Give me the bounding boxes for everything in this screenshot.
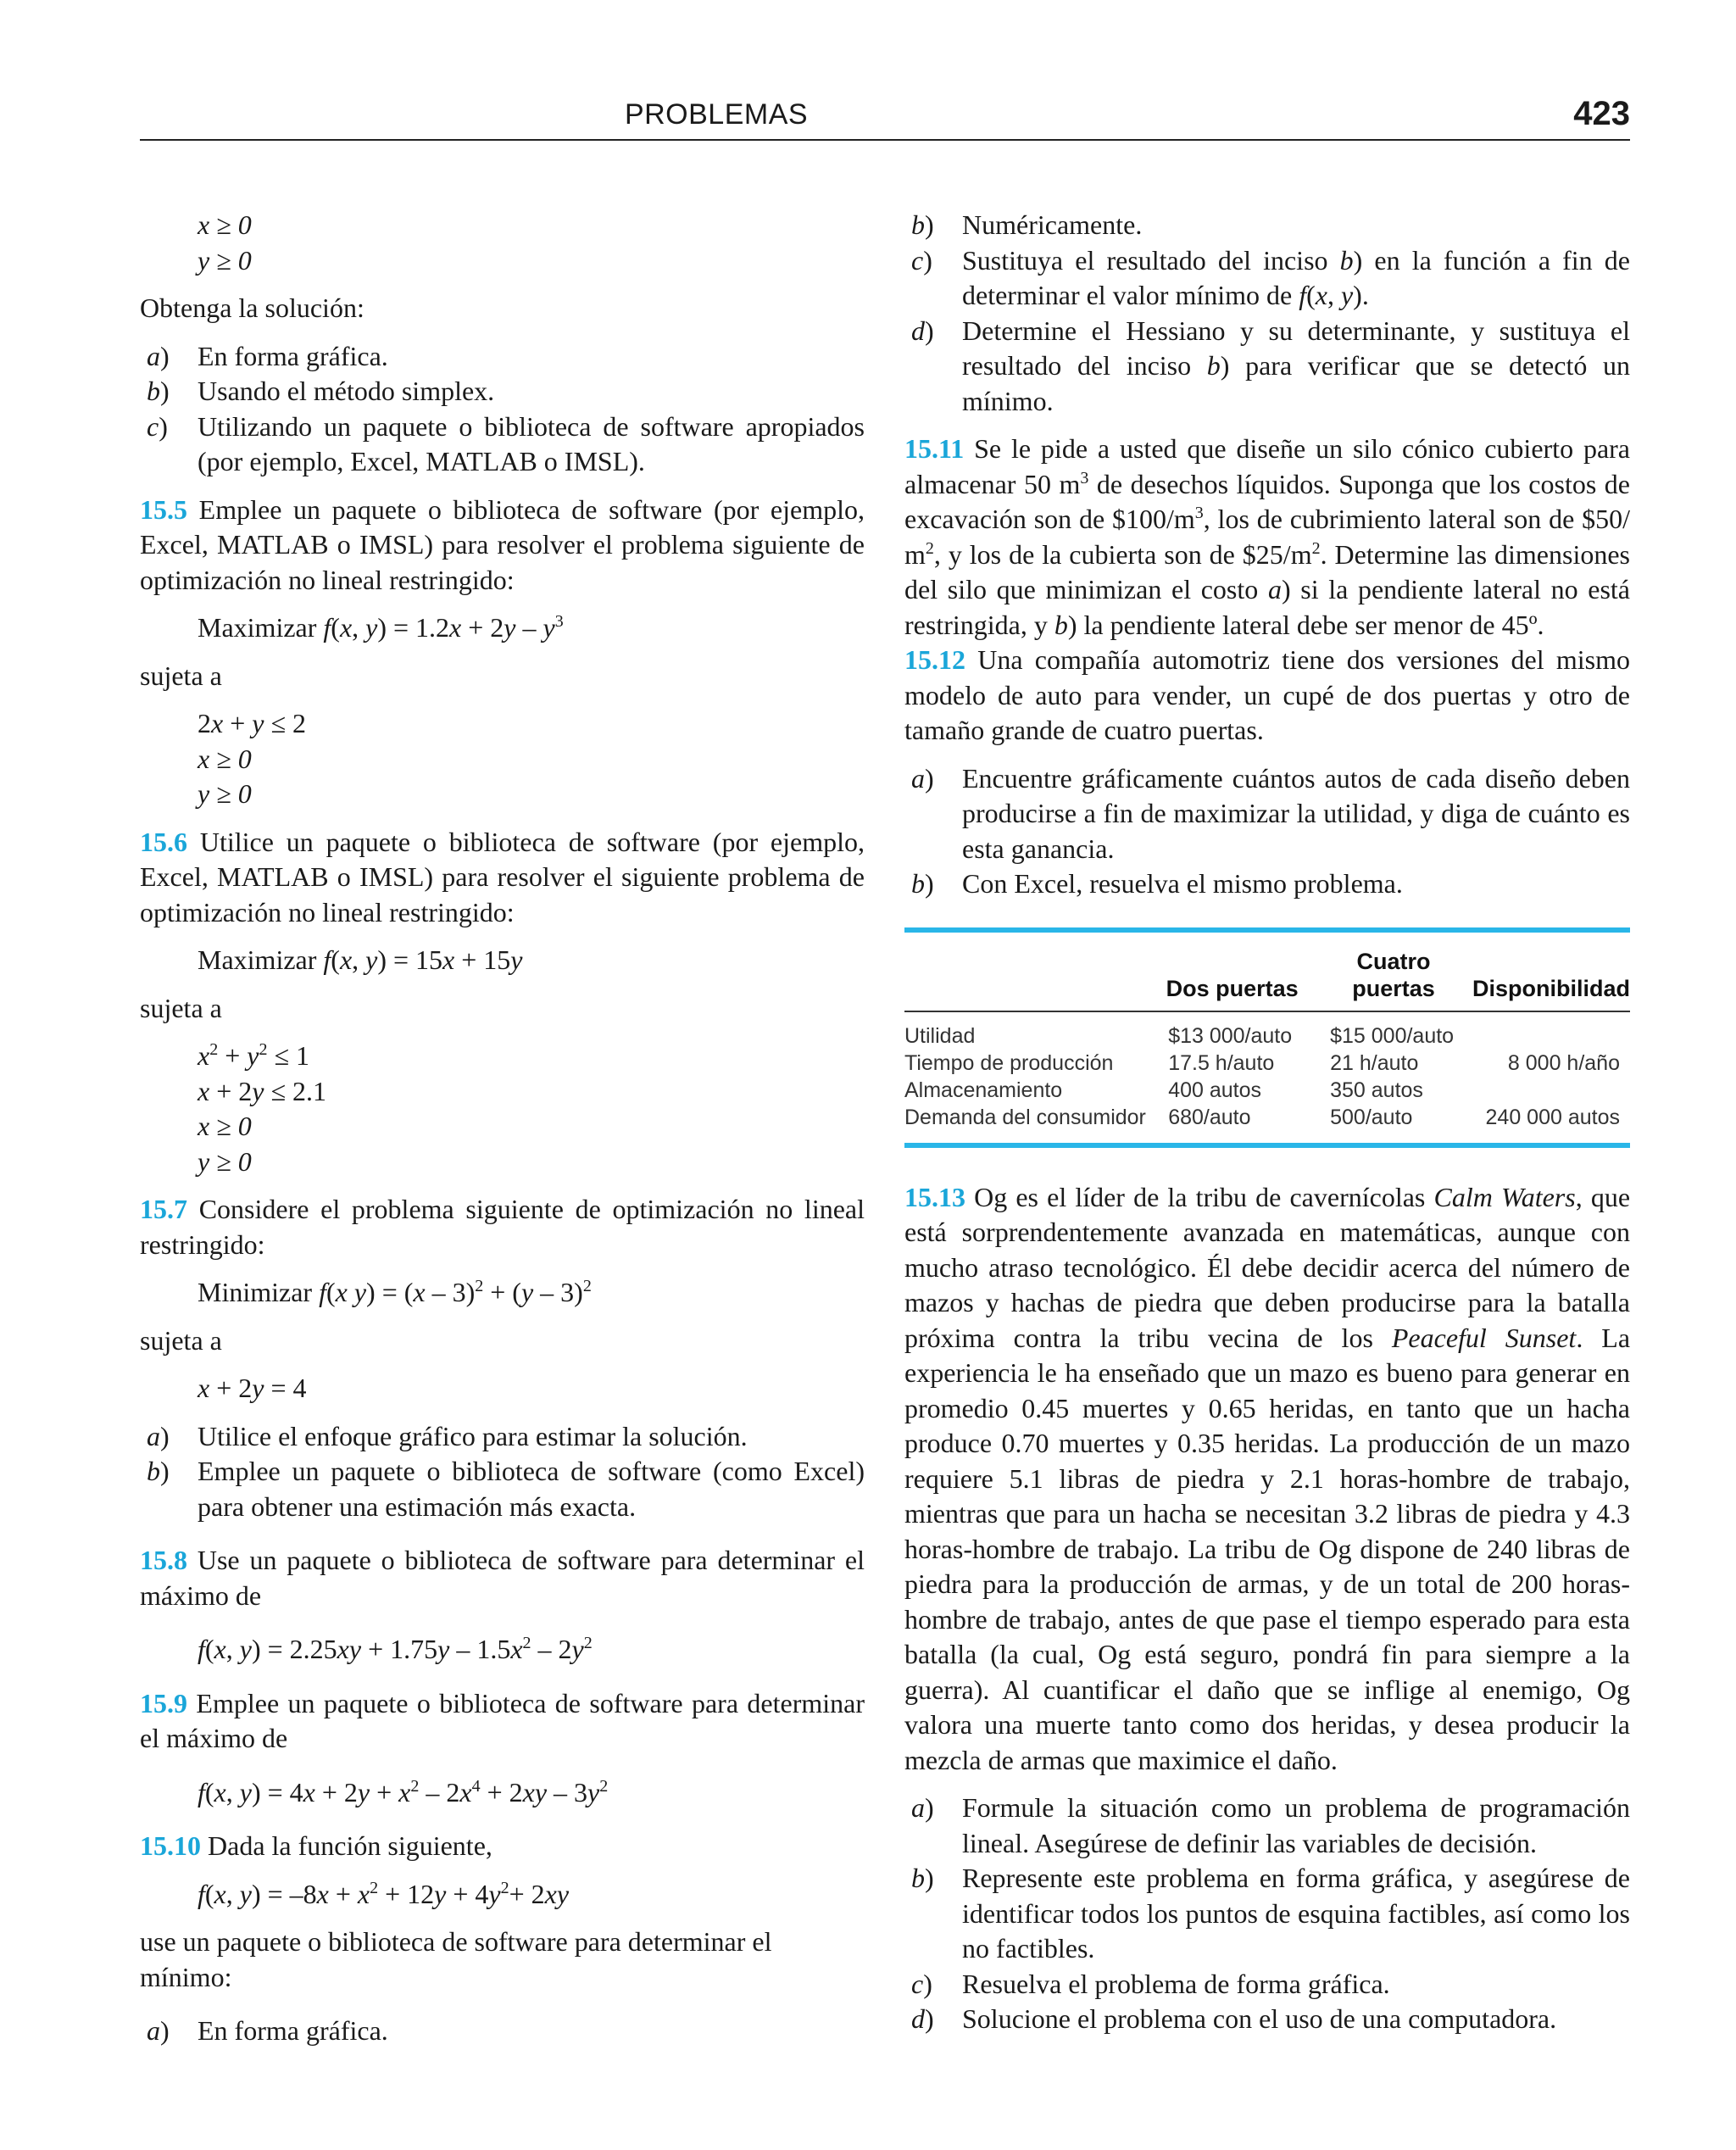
objective-function: Maximizar f(x, $y) = 1.2x + 2y - y^3$ (198, 612, 564, 643)
table-header-row (904, 933, 1630, 1011)
constraint-line: y ≥ 0 (198, 778, 252, 809)
table-cell (1472, 1011, 1630, 1050)
problem-number: 15.13 (904, 1181, 965, 1212)
column-header: Dos puertas (1149, 933, 1315, 1011)
problem-number: 15.7 (140, 1194, 187, 1224)
subject-to: sujeta a (140, 992, 222, 1023)
constraint-line: x + 2y ≤ 2.1 (198, 1075, 327, 1106)
list-item: b) Numéricamente. (911, 209, 1143, 240)
problem-15-9: 15.9 Emplee un paquete o biblioteca de software para determinar el máximo de (140, 1687, 865, 1753)
function-expression: f(x, $y) = 4x + 2y + x^2 - 2x^4 + 2xy - 3y^2$ (198, 1776, 609, 1807)
table-cell: 500/auto (1330, 1105, 1413, 1129)
constraint-line: $x^2 + y^2 \le 1$ (198, 1040, 310, 1071)
answer-list (140, 339, 865, 480)
right-column (904, 208, 1630, 2037)
constraint-line: x + 2y = 4 (198, 1373, 307, 1403)
list-item: d) Solucione el problema con el uso de una computadora. (911, 2003, 1557, 2034)
column-header: Cuatro puertas (1315, 933, 1472, 1011)
table-row (904, 1050, 1630, 1077)
instruction-text: use un paquete o biblioteca de software para determinar el mínimo: (140, 1926, 772, 1992)
subject-to: sujeta a (140, 660, 222, 691)
table-cell (1472, 1077, 1630, 1104)
list-item: c) Resuelva el problema de forma gráfica. (911, 1968, 1390, 1999)
list-item: a) Formule la situación como un problema de programación lineal. Asegúrese de definir las variables de decisión. (911, 1792, 1630, 1858)
problem-15-6: 15.6 Utilice un paquete o biblioteca de software (por ejemplo, Excel, MATLAB o IMSL) para resolver el siguiente problema de optimización no lineal restringido: (140, 826, 865, 927)
function-expression: f(x, $y) = 2.25xy + 1.75y - 1.5x^2 - 2y^2$ (198, 1634, 593, 1664)
instruction-text: Obtenga la solución: (140, 292, 364, 323)
table-cell: 350 autos (1330, 1078, 1423, 1102)
list-item: d) Determine el Hessiano y su determinante, y sustituya el resultado del inciso b) para verificar que se detectó un mínimo. (911, 315, 1631, 416)
list-item: c) Sustituya el resultado del inciso b) en la función a fin de determinar el valor mínimo de f(x, y). (911, 244, 1631, 310)
table-cell: 240 000 autos (1485, 1105, 1620, 1129)
problem-15-12: 15.12 Una compañía automotriz tiene dos versiones del mismo modelo de auto para vender, un cupé de dos puertas y otro de tamaño grande de cuatro puertas. (904, 644, 1631, 745)
subject-to: sujeta a (140, 1324, 222, 1356)
answer-list (140, 1419, 865, 1525)
table-cell: Almacenamiento (904, 1078, 1063, 1102)
list-item: a) En forma gráfica. (147, 2015, 388, 2046)
constraint-line: y ≥ 0 (198, 1145, 252, 1177)
problem-number: 15.6 (140, 826, 187, 857)
objective-function: Minimizar f(x y) = (x – 3)$^2$ + (y – 3)$^2$ (198, 1277, 592, 1307)
list-item: b) Con Excel, resuelva el mismo problema. (911, 868, 1403, 899)
problem-15-10: 15.10 Dada la función siguiente, (140, 1830, 492, 1861)
constraint-line: x ≥ 0 (198, 743, 252, 774)
running-title: PROBLEMAS (624, 98, 809, 131)
constraint-line: 2x + y ≤ 2 (198, 708, 307, 738)
problem-15-11: 15.11 Se le pide a usted que diseñe un silo cónico cubierto para almacenar 50 $m^3$ de desechos líquidos. Suponga que los costos de excavación son de $\$100/m^3$, los de cubrimiento lateral son de $50/ $m^2$, y los de la cubierta son de $\$25/m^2$. Determine las dimensiones del silo que minimizan el costo a) si la pendiente lateral no está restringida, y b) la pendiente lateral debe ser menor de 45º. (904, 433, 1631, 640)
column-header (904, 933, 1149, 1011)
table-row (904, 1077, 1630, 1104)
table-cell: $13 000/auto (1168, 1023, 1293, 1048)
table-bottom-rule (904, 1143, 1630, 1148)
list-item: c) Utilizando un paquete o biblioteca de software apropiados (por ejemplo, Excel, MATLAB o IMSL). (147, 410, 865, 476)
table-cell: Utilidad (904, 1023, 976, 1048)
list-item: a) Encuentre gráficamente cuántos autos de cada diseño deben producirse a fin de maximizar la utilidad, y diga de cuánto es esta ganancia. (911, 762, 1630, 864)
table-cell: 8 000 h/año (1507, 1050, 1620, 1075)
list-item: a) En forma gráfica. (147, 340, 388, 371)
problem-number: 15.8 (140, 1545, 187, 1575)
page-header (140, 95, 1630, 141)
table-cell: $15 000/auto (1330, 1023, 1455, 1048)
table-cell: Tiempo de producción (904, 1050, 1114, 1075)
list-item: a) Utilice el enfoque gráfico para estimar la solución. (147, 1420, 748, 1451)
problem-15-7: 15.7 Considere el problema siguiente de optimización no lineal restringido: (140, 1194, 865, 1260)
data-table (904, 927, 1630, 1148)
table-cell: 21 h/auto (1330, 1050, 1419, 1075)
problem-number: 15.11 (904, 433, 965, 464)
left-column (140, 208, 865, 2049)
table-cell: 400 autos (1168, 1078, 1262, 1102)
list-item: b) Usando el método simplex. (147, 376, 495, 406)
column-header: Disponibilidad (1472, 933, 1630, 1011)
list-item: b) Emplee un paquete o biblioteca de software (como Excel) para obtener una estimación más exacta. (147, 1456, 865, 1522)
constraint-line: x ≥ 0 (198, 1111, 252, 1141)
problem-number: 15.10 (140, 1830, 201, 1861)
table-cell: 680/auto (1168, 1105, 1251, 1129)
table-row (904, 1104, 1630, 1143)
table-cell: 17.5 h/auto (1168, 1050, 1275, 1075)
table-row (904, 1011, 1630, 1050)
problem-15-5: 15.5 Emplee un paquete o biblioteca de software (por ejemplo, Excel, MATLAB o IMSL) para resolver el problema siguiente de optimización no lineal restringido: (140, 493, 865, 595)
problem-15-8: 15.8 Use un paquete o biblioteca de software para determinar el máximo de (140, 1545, 865, 1611)
function-expression: f(x, $y) = -8x + x^2 + 12y + 4y^2+ 2xy$ (198, 1878, 570, 1909)
answer-list (904, 1791, 1630, 2037)
problem-number: 15.9 (140, 1687, 187, 1718)
constraint-line: x ≥ 0 (198, 209, 252, 240)
problem-15-13: 15.13 Og es el líder de la tribu de cavernícolas Calm Waters, que está sorprendentemente avanzada en matemáticas, aunque con mucho atraso tecnológico. Él debe decidir acerca del número de mazos y hachas de piedra que deben producirse para la batalla próxima contra la tribu vecina de los Peaceful Sunset. La experiencia le ha enseñado que un mazo es bueno para generar en promedio 0.45 muertes y 0.65 heridas, en tanto que un hacha produce 0.70 muertes y 0.35 heridas. La producción de un mazo requiere 5.1 libras de piedra y 2.1 horas-hombre de trabajo, mientras que para un hacha se necesitan 3.2 libras de piedra y 4.3 horas-hombre de trabajo. La tribu de Og dispone de 240 libras de piedra para la producción de armas, y de un total de 200 horas-hombre de trabajo, antes de que pase el tiempo esperado para esta batalla (la cual, Og está seguro, pondrá fin para siempre a la guerra). Al cuantificar el daño que se inflige al enemigo, Og valora una muerte tanto como dos heridas, y desea producir la mezcla de armas que maximice el daño. (904, 1181, 1631, 1775)
answer-list (904, 761, 1630, 902)
problem-number: 15.5 (140, 493, 187, 525)
objective-function: Maximizar f(x, y) = 15x + 15y (198, 944, 523, 975)
constraint-line: y ≥ 0 (198, 244, 252, 276)
table-cell: Demanda del consumidor (904, 1105, 1146, 1129)
page-number: 423 (1573, 95, 1630, 132)
list-item: b) Represente este problema en forma gráfica, y asegúrese de identificar todos los puntos de esquina factibles, así como los no factibles. (911, 1863, 1630, 1963)
problem-number: 15.12 (904, 644, 965, 675)
